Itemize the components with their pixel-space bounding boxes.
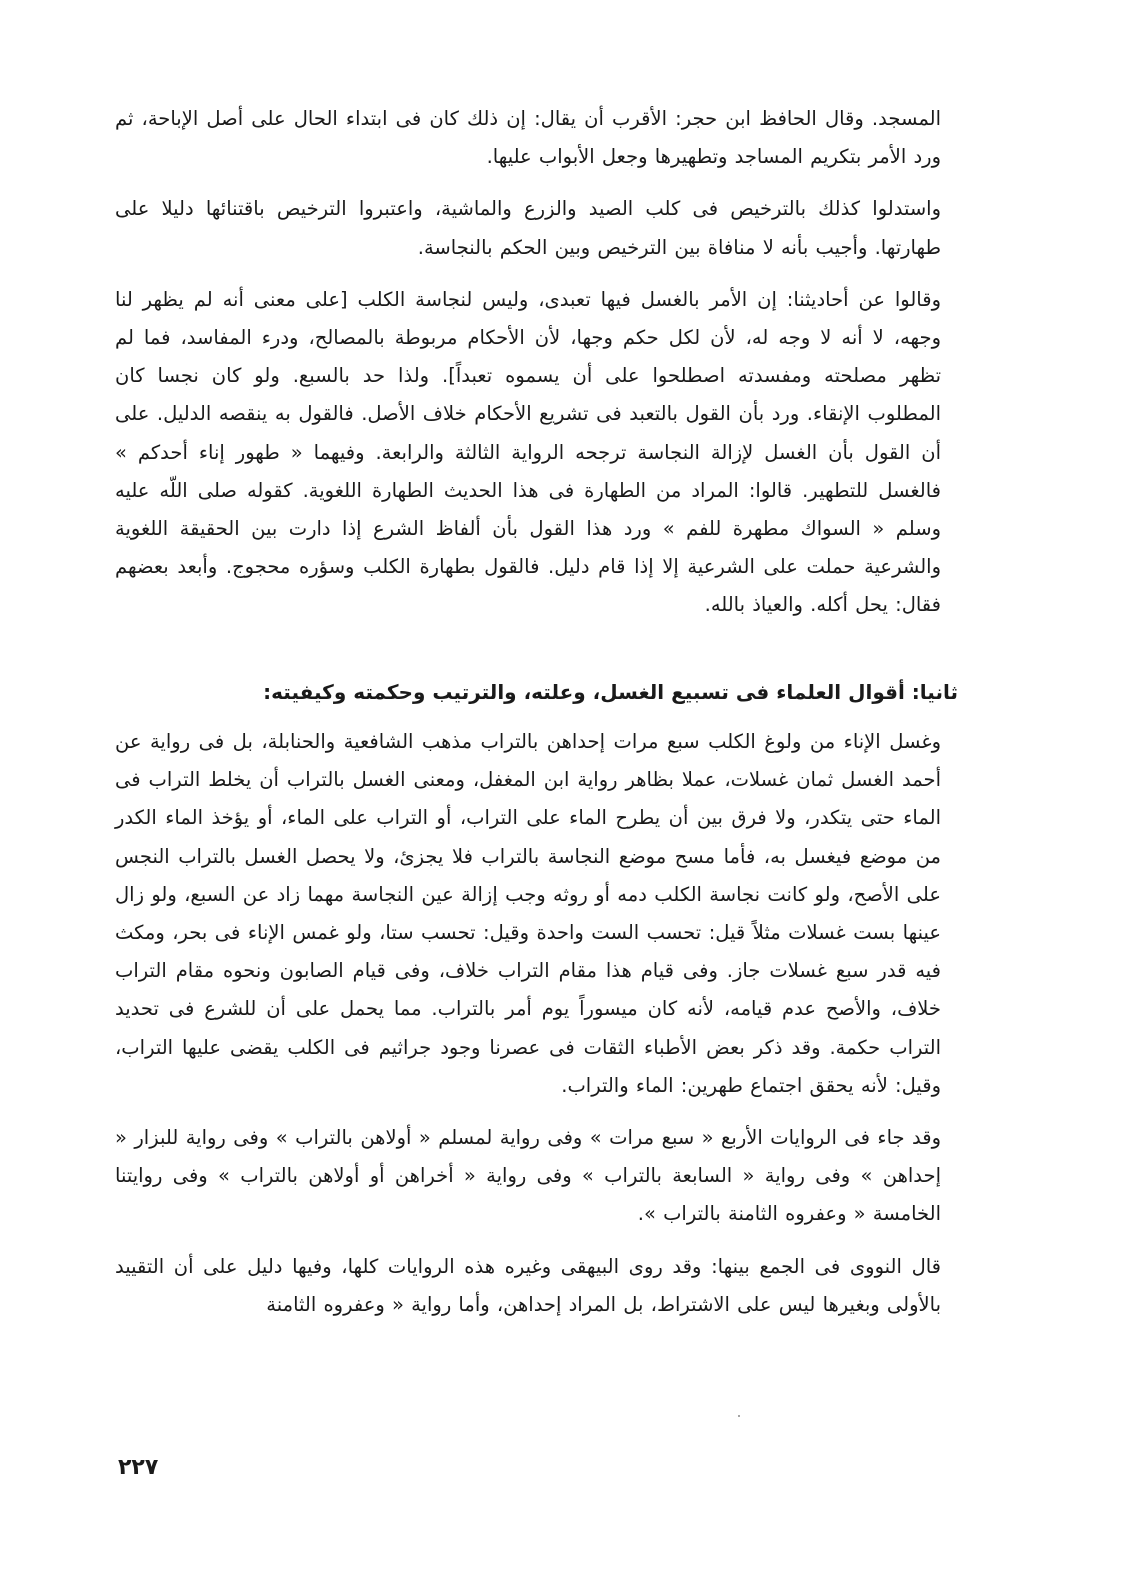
page-number: ٢٢٧	[118, 1455, 159, 1480]
text-section-top	[115, 100, 941, 625]
paragraph-6: قال النووى فى الجمع بينها: وقد روى البيهقى وغيره هذه الروايات كلها، وفيها دليل على أن التقييد بالأولى وبغيرها ليس على الاشتراط، بل المراد إحداهن، وأما رواية « وعفروه الثامنة	[115, 1254, 941, 1316]
text-section-bottom	[115, 723, 941, 1324]
paragraph-4: وغسل الإناء من ولوغ الكلب سبع مرات إحداهن بالتراب مذهب الشافعية والحنابلة، بل فى رواية عن أحمد الغسل ثمان غسلات، عملا بظاهر رواية ابن المغفل، ومعنى الغسل بالتراب أن يخلط التراب فى الماء حتى يتكدر، ولا فرق بين أن يطرح الماء على التراب، أو التراب على الماء، أو يؤخذ الماء الكدر من موضع فيغسل به، فأما مسح موضع النجاسة بالتراب فلا يجزئ، ولا يحصل الغسل بالتراب النجس على الأصح، ولو كانت نجاسة الكلب دمه أو روثه وجب إزالة عين النجاسة مهما زاد عن السبع، ولو زال عينها بست غسلات مثلاً قيل: تحسب الست واحدة وقيل: تحسب ستا، ولو غمس الإناء فى بحر، ومكث فيه قدر سبع غسلات جاز. وفى قيام هذا مقام التراب خلاف، وفى قيام الصابون ونحوه مقام التراب خلاف، والأصح عدم قيامه، لأنه كان ميسوراً يوم أمر بالتراب. مما يحمل على أن للشرع فى تحديد التراب حكمة. وقد ذكر بعض الأطباء الثقات فى عصرنا وجود جراثيم فى الكلب يقضى عليها التراب، وقيل: لأنه يحقق اجتماع طهرين: الماء والتراب.	[115, 730, 941, 1097]
paragraph-1: المسجد. وقال الحافظ ابن حجر: الأقرب أن يقال: إن ذلك كان فى ابتداء الحال على أصل الإباحة، ثم ورد الأمر بتكريم المساجد وتطهيرها وجعل الأبواب عليها.	[115, 107, 941, 169]
scan-speck	[738, 1415, 740, 1417]
section-heading: ثانيا: أقوال العلماء فى تسبيع الغسل، وعلته، والترتيب وحكمته وكيفيته:	[263, 680, 958, 704]
paragraph-3: وقالوا عن أحاديثنا: إن الأمر بالغسل فيها تعبدى، وليس لنجاسة الكلب [على معنى أنه لم يظهر لنا وجهه، لا أنه لا وجه له، لأن لكل حكم وجها، لأن الأحكام مربوطة بالمصالح، ودرء المفاسد، فما لم تظهر مصلحته ومفسدته اصطلحوا على أن يسموه تعبداً]. ولذا حد بالسبع. ولو كان نجسا كان المطلوب الإنقاء. ورد بأن القول بالتعبد فى تشريع الأحكام خلاف الأصل. فالقول به ينقصه الدليل. على أن القول بأن الغسل لإزالة النجاسة ترجحه الرواية الثالثة والرابعة. وفيهما « طهور إناء أحدكم » فالغسل للتطهير. قالوا: المراد من الطهارة فى هذا الحديث الطهارة اللغوية. كقوله صلى اللّه عليه وسلم « السواك مطهرة للفم » ورد هذا القول بأن ألفاظ الشرع إذا دارت بين الحقيقة اللغوية والشرعية حملت على الشرعية إلا إذا قام دليل. فالقول بطهارة الكلب وسؤره محجوج. وأبعد بعضهم فقال: يحل أكله. والعياذ بالله.	[115, 287, 941, 617]
paragraph-2: واستدلوا كذلك بالترخيص فى كلب الصيد والزرع والماشية، واعتبروا الترخيص باقتنائها دليلا على طهارتها. وأجيب بأنه لا منافاة بين الترخيص وبين الحكم بالنجاسة.	[115, 197, 941, 259]
paragraph-5: وقد جاء فى الروايات الأربع « سبع مرات » وفى رواية لمسلم « أولاهن بالتراب » وفى رواية للبزار « إحداهن » وفى رواية « السابعة بالتراب » وفى رواية « أخراهن أو أولاهن بالتراب » وفى روايتنا الخامسة « وعفروه الثامنة بالتراب ».	[115, 1126, 941, 1226]
